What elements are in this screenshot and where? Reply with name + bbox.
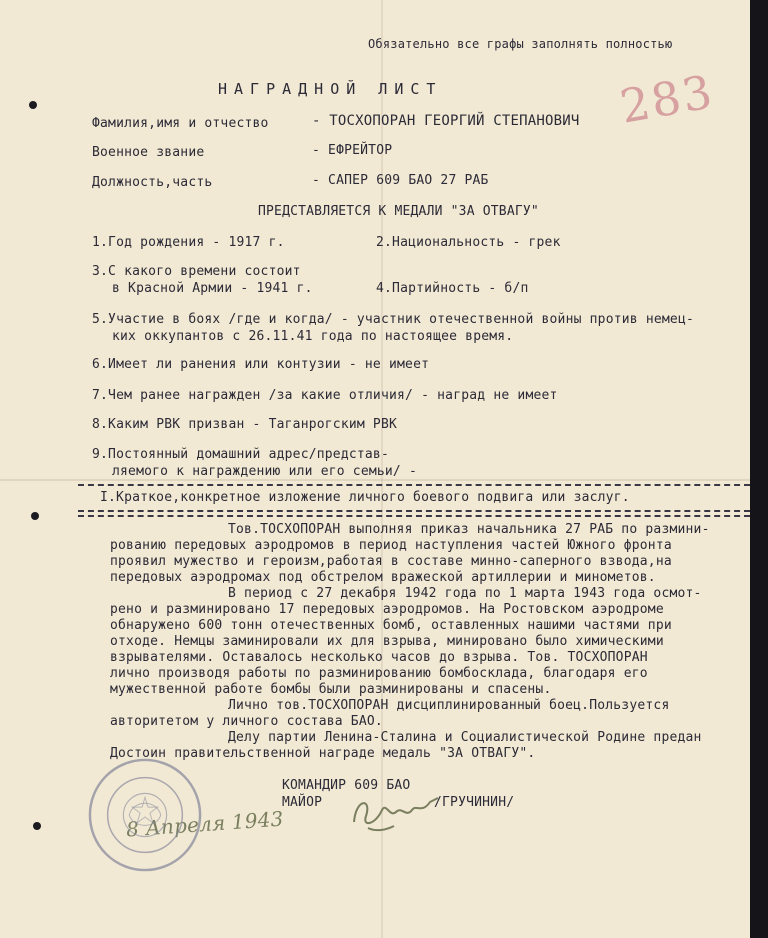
- body-line: отходе. Немцы заминировали их для взрыва, минировано было химическими: [110, 634, 664, 649]
- item-nationality: 2.Национальность - грек: [376, 235, 561, 250]
- header-note: Обязательно все графы заполнять полностью: [368, 37, 673, 51]
- scan-edge: [750, 0, 768, 938]
- body-line: лично производя работы по разминированию бомбосклада, благодаря его: [110, 666, 648, 681]
- item-party: 4.Партийность - б/п: [376, 281, 529, 296]
- signature-title: КОМАНДИР 609 БАО: [282, 778, 411, 793]
- punch-hole-icon: [33, 822, 41, 830]
- body-line: рено и разминировано 17 передовых аэродромов. На Ростовском аэродроме: [110, 602, 664, 617]
- body-line: проявил мужество и героизм,работая в составе минно-саперного взвода,на: [110, 554, 672, 569]
- body-line: рованию передовых аэродромов в период наступления частей Южного фронта: [110, 538, 672, 553]
- name-label: Фамилия,имя и отчество: [92, 116, 269, 131]
- punch-hole-icon: [29, 101, 37, 109]
- item-address: 9.Постоянный домашний адрес/представ-: [92, 447, 389, 462]
- nomination: ПРЕДСТАВЛЯЕТСЯ К МЕДАЛИ "ЗА ОТВАГУ": [258, 204, 539, 219]
- punch-hole-icon: [31, 512, 39, 520]
- item-service-since-cont: в Красной Армии - 1941 г.: [112, 281, 313, 296]
- commander-signature-icon: [346, 788, 446, 840]
- dashed-rule: [78, 515, 750, 517]
- item-address-cont: ляемого к награждению или его семьи/ -: [112, 464, 418, 479]
- item-awards: 7.Чем ранее награжден /за какие отличия/ - наград не имеет: [92, 388, 558, 403]
- item-battles: 5.Участие в боях /где и когда/ - участник отечественной войны против немец-: [92, 312, 694, 327]
- item-wounds: 6.Имеет ли ранения или контузии - не имеет: [92, 357, 430, 372]
- unit-stamp-icon: [86, 756, 204, 874]
- body-line: мужественной работе бомбы были разминированы и спасены.: [110, 682, 552, 697]
- archive-number: 283: [616, 64, 718, 134]
- item-draft-office: 8.Каким РВК призван - Таганрогским РВК: [92, 417, 398, 432]
- body-line: передовых аэродромах под обстрелом вражеской артиллерии и минометов.: [110, 570, 656, 585]
- body-line: Достоин правительственной награде медаль "ЗА ОТВАГУ".: [110, 746, 536, 761]
- rank-label: Военное звание: [92, 145, 205, 160]
- signature-name: /ГРУЧИНИН/: [434, 795, 515, 810]
- position-label: Должность,часть: [92, 175, 213, 190]
- body-line: обнаружено 600 тонн отечественных бомб, оставленных нашими частями при: [110, 618, 672, 633]
- body-line: Лично тов.ТОСХОПОРАН дисциплинированный боец.Пользуется: [228, 698, 670, 713]
- item-birth-year: 1.Год рождения - 1917 г.: [92, 235, 285, 250]
- name-value: - ТОСХОПОРАН ГЕОРГИЙ СТЕПАНОВИЧ: [312, 113, 580, 129]
- body-line: В период с 27 декабря 1942 года по 1 марта 1943 года осмот-: [228, 586, 702, 601]
- body-line: взрывателями. Оставалось несколько часов до взрыва. Тов. ТОСХОПОРАН: [110, 650, 648, 665]
- item-battles-cont: ких оккупантов с 26.11.41 года по настоящее время.: [112, 329, 514, 344]
- rank-value: - ЕФРЕЙТОР: [312, 143, 393, 158]
- dashed-rule: [78, 510, 750, 512]
- handwritten-date: 8 Апреля 1943: [125, 806, 285, 842]
- section-header: I.Краткое,конкретное изложение личного боевого подвига или заслуг.: [100, 490, 630, 505]
- page-title: НАГРАДНОЙ ЛИСТ: [218, 80, 443, 98]
- body-line: авторитетом у личного состава БАО.: [110, 714, 383, 729]
- fold-line-horizontal: [0, 479, 768, 481]
- signature-rank: МАЙОР: [282, 795, 323, 810]
- body-line: Делу партии Ленина-Сталина и Социалистической Родине предан: [228, 730, 702, 745]
- body-line: Тов.ТОСХОПОРАН выполняя приказ начальника 27 РАБ по размини-: [228, 522, 710, 537]
- dashed-rule: [78, 484, 750, 486]
- position-value: - САПЕР 609 БАО 27 РАБ: [312, 173, 489, 188]
- item-service-since: 3.С какого времени состоит: [92, 264, 301, 279]
